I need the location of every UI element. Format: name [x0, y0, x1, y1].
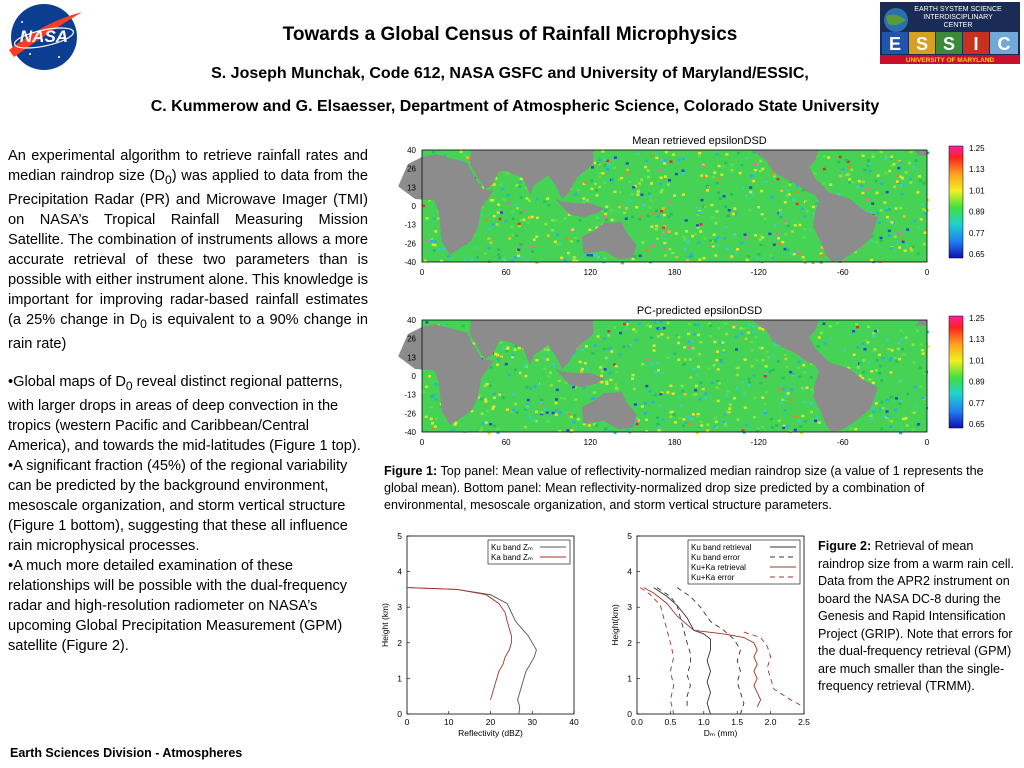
intro-sub: 0 [164, 172, 172, 187]
intro-b: ) was applied to data from the Precipitation Radar (PR) and Microwave Imager (TMI) on NASA’s Tropical Rainfall Measuring Mission Satellite. The combination of instruments allows a more accurate retrieval of these two parameters than is possible with either instrument alone. This knowledge is important for improving radar-based rainfall estimates (a 25% change in D [8, 168, 368, 328]
essic-line3: CENTER [943, 22, 973, 29]
y-tick-label: 0 [627, 709, 632, 719]
lon-tick-label: 0 [924, 268, 930, 277]
figure-2-caption-label: Figure 2: [818, 539, 872, 553]
legend-entry: Ku band retrieval [691, 543, 752, 552]
x-tick-label: 2.5 [798, 717, 810, 727]
lon-tick-label: -120 [750, 438, 767, 447]
x-tick-label: 0.5 [664, 717, 677, 727]
y-tick-label: 5 [627, 531, 632, 541]
lon-tick-label: 60 [501, 268, 511, 277]
colorbar [949, 316, 963, 428]
figure-1-caption [384, 463, 999, 514]
legend-entry: Ka band Zₘ [491, 553, 533, 562]
lon-tick-label: 120 [583, 438, 598, 447]
figure-1-maps [384, 128, 1004, 458]
lat-tick-label: 13 [407, 353, 416, 363]
x-tick-label: 1.5 [731, 717, 744, 727]
nasa-logo-text: NASA [19, 27, 69, 46]
colorbar-tick-label: 1.01 [969, 356, 985, 366]
figure-2-caption-text: Retrieval of mean raindrop size from a warm rain cell. Data from the APR2 instrument on board the NASA DC-8 during the Genesis and Rapid Intensification Project (GRIP). Note that errors for the dual-frequency retrieval (GPM) are much smaller than the single-frequency retrieval (TRMM). [818, 539, 1014, 693]
lat-tick-label: 26 [407, 164, 416, 174]
y-axis-label: Height(km) [610, 604, 620, 646]
lat-tick-label: 0 [411, 202, 416, 211]
y-tick-label: 4 [397, 566, 402, 577]
x-tick-label: 0 [404, 717, 410, 727]
essic-footer: UNIVERSITY OF MARYLAND [905, 57, 995, 64]
x-tick-label: 1.0 [697, 717, 710, 727]
bullet-1-a: •Global maps of D [8, 373, 126, 390]
lon-tick-label: 0 [419, 268, 425, 277]
essic-letter-s1: S [915, 34, 929, 54]
bullet-1 [8, 372, 368, 456]
x-tick-label: 30 [527, 717, 537, 727]
lat-tick-label: -26 [404, 409, 416, 419]
essic-letter-e: E [888, 34, 902, 54]
lat-tick-label: 13 [407, 183, 416, 193]
y-tick-label: 3 [627, 602, 632, 613]
lat-tick-label: -13 [404, 390, 416, 400]
lon-tick-label: 180 [667, 438, 682, 447]
y-tick-label: 2 [627, 637, 632, 648]
bullet-1-b: reveal distinct regional patterns, with larger drops in areas of deep convection in the tropics (western Pacific and Caribbean/Central America), and towards the mid-latitudes (Figure 1 top). [8, 373, 361, 454]
intro-a: An experimental algorithm to retrieve rainfall rates and median raindrop size (D [8, 148, 368, 184]
lon-tick-label: -60 [837, 268, 849, 277]
colorbar-tick-label: 1.25 [969, 314, 985, 323]
y-tick-label: 1 [397, 673, 402, 684]
colorbar-tick-label: 1.25 [969, 144, 985, 153]
essic-logo [880, 2, 1020, 64]
lat-tick-label: 40 [407, 316, 416, 325]
lat-tick-label: 26 [407, 334, 416, 344]
intro-c: is equivalent to a 90% change in rain rate) [8, 311, 368, 352]
legend-entry: Ku+Ka error [691, 573, 735, 582]
y-tick-label: 5 [397, 531, 402, 541]
x-tick-label: 20 [485, 717, 496, 727]
x-tick-label: 2.0 [764, 717, 777, 727]
lon-tick-label: 180 [667, 268, 682, 277]
y-tick-label: 2 [397, 637, 402, 648]
lon-tick-label: 0 [419, 438, 425, 447]
colorbar-tick-label: 0.65 [969, 420, 985, 429]
bullet-3: •A much more detailed examination of these relationships will be possible with the dual-frequency radar and high-resolution radiometer on NASA’s upcoming Global Precipitation Measurement (GPM) satellite (Figure 2). [8, 557, 348, 654]
essic-letter-s2: S [942, 34, 956, 54]
footer-division: Earth Sciences Division - Atmospheres [10, 746, 243, 760]
figure-1-caption-label: Figure 1: [384, 464, 438, 478]
colorbar-tick-label: 1.13 [969, 165, 985, 175]
colorbar-tick-label: 0.89 [969, 207, 985, 217]
colorbar-tick-label: 1.13 [969, 335, 985, 345]
authors-line-2: C. Kummerow and G. Elsaesser, Department of Atmospheric Science, Colorado State University [150, 98, 880, 115]
authors-line-1: S. Joseph Munchak, Code 612, NASA GSFC and University of Maryland/ESSIC, [211, 65, 809, 82]
essic-letter-c: C [997, 34, 1011, 54]
lat-tick-label: -26 [404, 239, 416, 249]
colorbar-tick-label: 0.77 [969, 398, 985, 408]
lat-tick-label: -40 [404, 428, 416, 437]
essic-line1: EARTH SYSTEM SCIENCE [914, 6, 1002, 13]
x-axis-label: Dₘ (mm) [703, 728, 738, 738]
x-tick-label: 10 [444, 717, 454, 727]
essic-letter-i: I [973, 34, 979, 54]
poster-title: Towards a Global Census of Rainfall Microphysics [282, 24, 738, 45]
legend-entry: Ku+Ka retrieval [691, 563, 746, 572]
lon-tick-label: -60 [837, 438, 849, 447]
legend-entry: Ku band Zₘ [491, 543, 533, 552]
x-tick-label: 40 [569, 717, 579, 727]
reflectivity-profile-chart [380, 526, 585, 748]
bullet-2: •A significant fraction (45%) of the regional variability can be predicted by the background environment, mesoscale organization, and storm vertical structure (Figure 1 bottom), suggesting that these all influence rain microphysical processes. [8, 457, 348, 554]
map-title-top: Mean retrieved epsilonDSD [632, 135, 767, 147]
colorbar-tick-label: 0.65 [969, 250, 985, 259]
x-tick-label: 0.0 [631, 717, 643, 727]
colorbar-tick-label: 0.77 [969, 228, 985, 238]
figure-2-caption [818, 538, 1014, 696]
intro-paragraph [8, 146, 368, 354]
lat-tick-label: 40 [407, 146, 416, 155]
dm-profile-chart [610, 526, 815, 748]
lat-tick-label: -40 [404, 258, 416, 267]
figure-1-caption-text: Top panel: Mean value of reflectivity-normalized median raindrop size (a value of 1 represents the global mean). Bottom panel: Mean reflectivity-normalized drop size predicted by a combination of environmental, mesoscale organization, and storm vertical structure parameters. [384, 464, 984, 512]
map-title-bottom: PC-predicted epsilonDSD [636, 305, 763, 317]
colorbar-tick-label: 0.89 [969, 377, 985, 387]
x-axis-label: Reflectivity (dBZ) [458, 728, 523, 738]
nasa-logo [4, 2, 86, 72]
lon-tick-label: 0 [924, 438, 930, 447]
y-axis-label: Height (km) [380, 603, 390, 647]
lat-tick-label: 0 [411, 372, 416, 381]
lon-tick-label: 120 [583, 268, 598, 277]
legend-entry: Ku band error [691, 553, 740, 562]
y-tick-label: 3 [397, 602, 402, 613]
lon-tick-label: -120 [750, 268, 767, 277]
body-text [8, 146, 368, 656]
y-tick-label: 0 [397, 709, 402, 719]
colorbar [949, 146, 963, 258]
lat-tick-label: -13 [404, 220, 416, 230]
y-tick-label: 4 [627, 566, 632, 577]
lon-tick-label: 60 [501, 438, 511, 447]
bullet-1-sub: 0 [125, 378, 133, 393]
intro-sub2: 0 [140, 316, 147, 331]
essic-line2: INTERDISCIPLINARY [923, 14, 993, 21]
colorbar-tick-label: 1.01 [969, 186, 985, 196]
y-tick-label: 1 [627, 673, 632, 684]
